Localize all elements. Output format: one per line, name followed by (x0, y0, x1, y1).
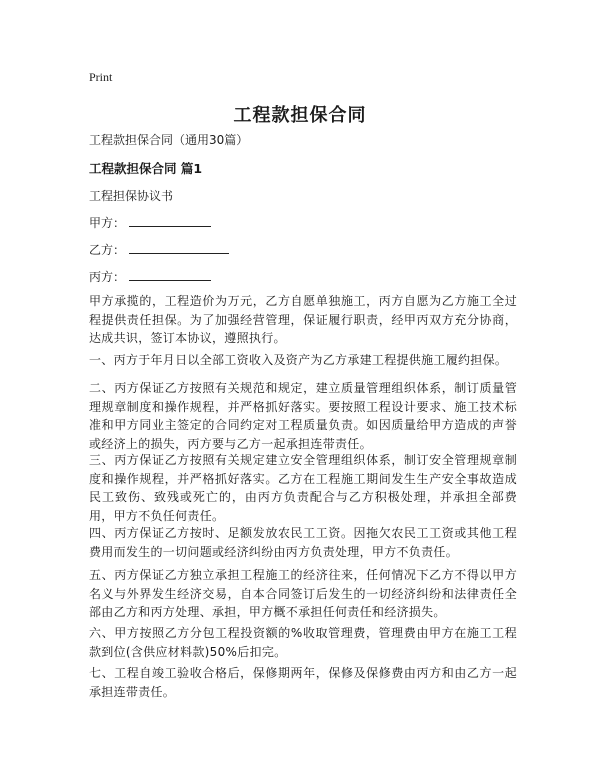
paragraph-3: 三、丙方保证乙方按照有关规定建立安全管理组织体系，制订安全管理规章制度和操作规程，并严格抓好落实。乙方在工程施工期间发生生产安全事故造成民工致伤、致残或死亡的，由丙方负责配合与乙方积极处理，并承担全部费用，甲方不负任何责任。 (89, 453, 517, 523)
party-a-blank (129, 214, 211, 227)
paragraph-1: 一、丙方于年月日以全部工资收入及资产为乙方承建工程提供施工履约担保。 (89, 353, 508, 367)
document-title: 工程款担保合同 (233, 105, 367, 126)
party-b-label: 乙方： (89, 243, 126, 257)
section-heading: 工程款担保合同 篇1 (89, 161, 203, 176)
party-c-blank (129, 268, 211, 281)
document-subtitle: 工程款担保合同（通用30篇） (89, 133, 249, 147)
party-c-label: 丙方： (89, 270, 126, 284)
paragraph-4: 四、丙方保证乙方按时、足额发放农民工工资。因拖欠农民工工资或其他工程费用而发生的一切问题或经济纠纷由丙方负责处理，甲方不负责任。 (89, 526, 517, 559)
paragraph-7: 七、工程自竣工验收合格后，保修期两年，保修及保修费由丙方和由乙方一起承担连带责任。 (89, 666, 517, 699)
paragraph-6: 六、甲方按照乙方分包工程投资额的%收取管理费，管理费由甲方在施工工程款到位(含供应材料款)50%后扣完。 (89, 626, 517, 659)
paragraph-5: 五、丙方保证乙方独立承担工程施工的经济往来，任何情况下乙方不得以甲方名义与外界发生经济交易，自本合同签订后发生的一切经济纠纷和法律责任全部由乙方和丙方处理、承担，甲方概不承担任何责任和经济损失。 (89, 568, 517, 619)
party-c-row (89, 268, 517, 287)
paragraph-2: 二、丙方保证乙方按照有关规范和规定，建立质量管理组织体系，制订质量管理规章制度和操作规程，并严格抓好落实。要按照工程设计要求、施工技术标准和甲方同业主签定的合同约定对工程质量负责。如因质量给甲方造成的声誉或经济上的损失，丙方要与乙方一起承担连带责任。 (89, 381, 517, 451)
paragraph-intro: 甲方承揽的，工程造价为万元，乙方自愿单独施工，丙方自愿为乙方施工全过程提供责任担保。为了加强经营管理，保证履行职责，经甲丙双方充分协商，达成共识，签订本协议，遵照执行。 (89, 294, 517, 345)
agreement-title: 工程担保协议书 (89, 189, 174, 203)
party-a-label: 甲方： (89, 216, 126, 230)
print-link[interactable]: Print (89, 70, 113, 84)
party-b-row (89, 241, 517, 260)
party-b-blank (129, 241, 229, 254)
party-a-row (89, 214, 517, 233)
